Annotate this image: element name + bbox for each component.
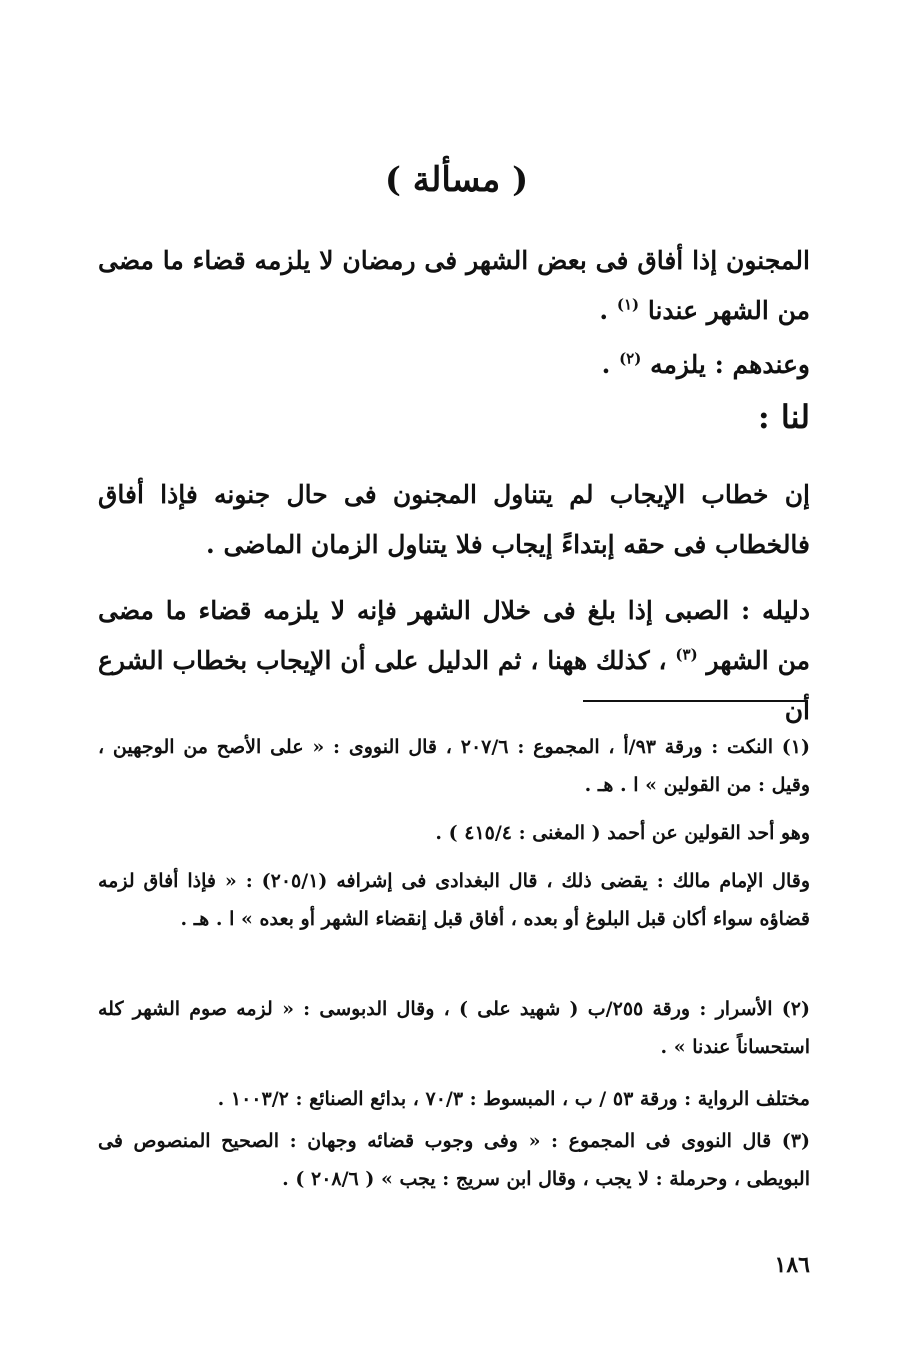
footnote-ref-3: (٣)	[675, 645, 698, 664]
footnote-2-continued: مختلف الرواية : ورقة ٥٣ / ب ، المبسوط : ٧٠/٣ ، بدائع الصنائع : ١٠٠٣/٢ .	[217, 1088, 810, 1110]
footnote-separator	[583, 700, 808, 702]
paragraph-1-end: .	[599, 296, 617, 325]
paragraph-3	[98, 470, 810, 570]
paragraph-1	[98, 236, 810, 336]
paragraph-4-text-a: دليله : الصبى إذا بلغ فى خلال الشهر فإنه لا يلزمه قضاء ما مضى من الشهر	[98, 596, 810, 675]
footnote-1: (١) النكت : ورقة ٩٣/أ ، المجموع : ٢٠٧/٦ ، قال النووى : « على الأصح من الوجهين ، وقيل : من القولين » ا . هـ .	[98, 736, 810, 796]
footnote-1-continued: وهو أحد القولين عن أحمد ( المغنى : ٤١٥/٤ ) .	[435, 822, 810, 844]
footnote-3: (٣) قال النووى فى المجموع : « وفى وجوب قضائه وجهان : الصحيح المنصوص فى البويطى ، وحرملة : لا يجب ، وقال ابن سريج : يجب » ( ٢٠٨/٦ ) .	[98, 1130, 810, 1190]
paragraph-3-text: إن خطاب الإيجاب لم يتناول المجنون فى حال جنونه فإذا أفاق فالخطاب فى حقه إبتداءً إيجاب فلا يتناول الزمان الماضى .	[98, 480, 810, 559]
paragraph-4	[98, 586, 810, 736]
footnote-ref-1: (١)	[616, 295, 640, 314]
paragraph-4-text-b: ، كذلك ههنا ، ثم الدليل على أن الإيجاب بخطاب الشرع أن	[98, 646, 810, 725]
paragraph-2-text: وعندهم : يلزمه	[650, 350, 810, 379]
paragraph-2	[98, 340, 810, 390]
page-number: ١٨٦	[774, 1252, 810, 1278]
page-title: ( مسألة )	[384, 160, 529, 200]
section-heading-lana: لنا :	[757, 398, 810, 436]
footnote-2: (٢) الأسرار : ورقة ٢٥٥/ب ( شهيد على ) ، وقال الدبوسى : « لزمه صوم الشهر كله استحساناً عندنا » .	[98, 998, 810, 1058]
paragraph-1-text: المجنون إذا أفاق فى بعض الشهر فى رمضان لا يلزمه قضاء ما مضى من الشهر عندنا	[98, 246, 810, 325]
paragraph-2-end: .	[601, 350, 620, 379]
footnote-ref-2: (٢)	[619, 349, 642, 368]
footnote-1-maliki: وقال الإمام مالك : يقضى ذلك ، قال البغدادى فى إشرافه (٢٠٥/١) : « فإذا أفاق لزمه قضاؤه سواء أكان قبل البلوغ أو بعده ، أفاق قبل إنقضاء الشهر أو بعده » ا . هـ .	[98, 870, 811, 930]
